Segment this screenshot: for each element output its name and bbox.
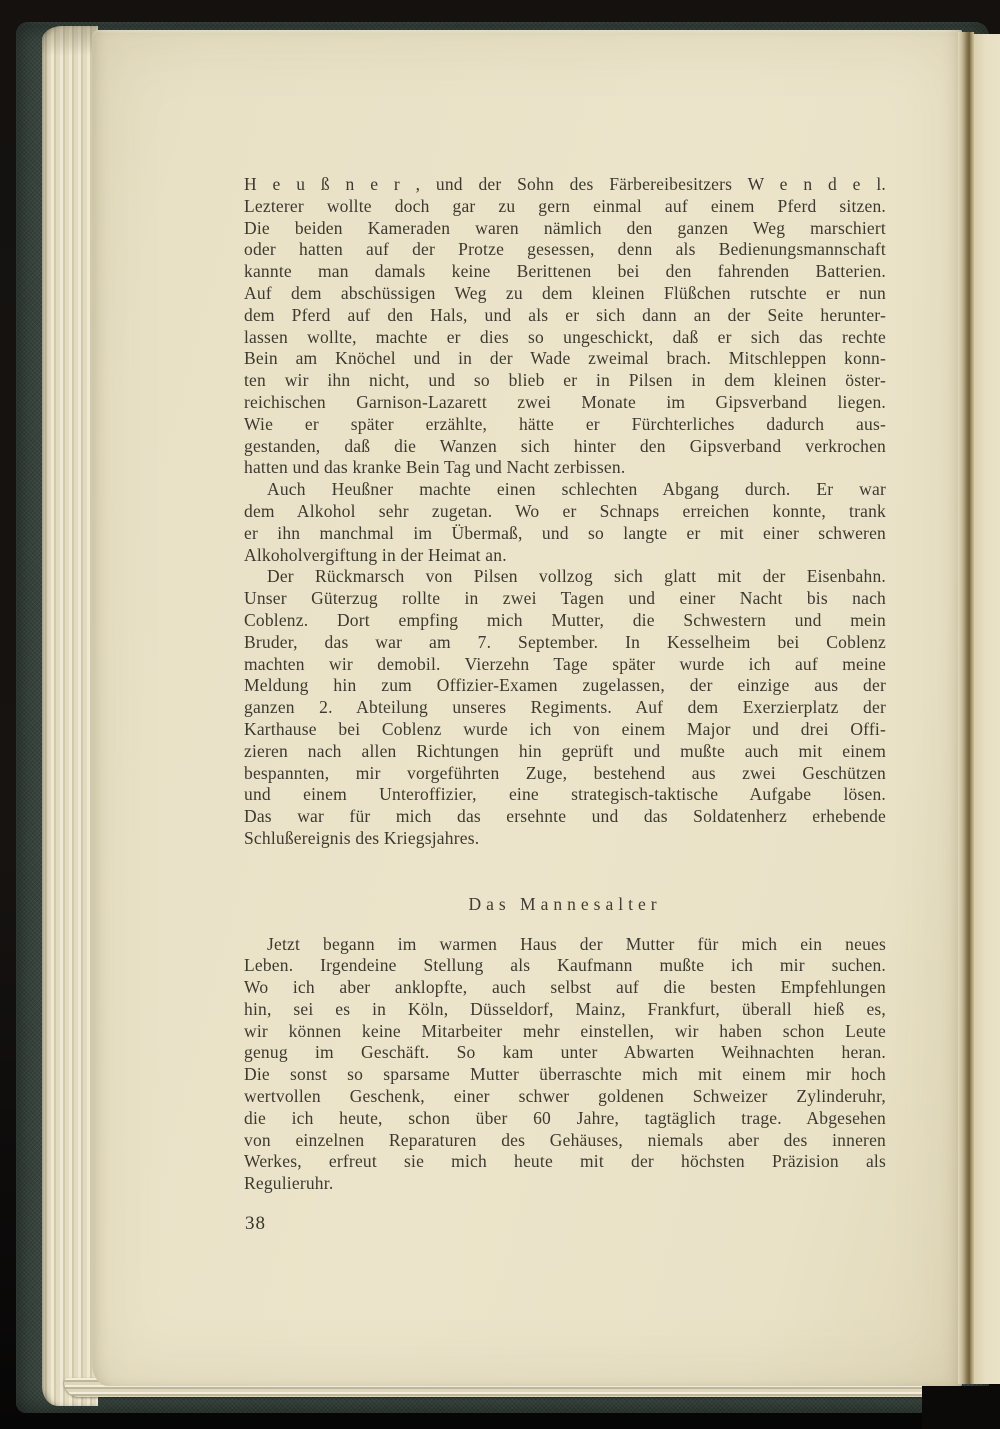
paragraph-continued bbox=[244, 174, 886, 479]
text-line: Werkes, erfreut sie mich heute mit der höchsten Präzision als bbox=[244, 1151, 886, 1172]
paragraph bbox=[244, 934, 886, 1196]
text-line: wertvollen Geschenk, einer schwer goldenen Schweizer Zylinderuhr, bbox=[244, 1086, 886, 1107]
text-line: gestanden, daß die Wanzen sich hinter den Gipsverband verkrochen bbox=[244, 435, 886, 456]
text-line: die ich heute, schon über 60 Jahre, tagtäglich trage. Abgesehen bbox=[244, 1107, 886, 1128]
text-line: ganzen 2. Abteilung unseres Regiments. Auf dem Exerzierplatz der bbox=[244, 697, 886, 718]
text-line: Auf dem abschüssigen Weg zu dem kleinen Flüßchen rutschte er nun bbox=[244, 282, 886, 303]
text-line: er ihn manchmal im Übermaß, und so langte er mit einer schweren bbox=[244, 522, 886, 543]
text-line: ten wir ihn nicht, und so blieb er in Pilsen in dem kleinen öster- bbox=[244, 370, 886, 391]
background-corner bbox=[922, 1386, 1000, 1429]
text-column bbox=[244, 174, 886, 1195]
text-line: dem Pferd auf den Hals, und als er sich dann an der Seite herunter- bbox=[244, 304, 886, 325]
text-line: Meldung hin zum Offizier-Examen zugelassen, der einzige aus der bbox=[244, 675, 886, 696]
text-line: Leben. Irgendeine Stellung als Kaufmann mußte ich mir suchen. bbox=[244, 955, 886, 976]
text-line: Karthause bei Coblenz wurde ich von einem Major und drei Offi- bbox=[244, 718, 886, 739]
text-line: Die beiden Kameraden waren nämlich den ganzen Weg marschiert bbox=[244, 217, 886, 238]
text-line: Wie er später erzählte, hätte er Fürchterliches dadurch aus- bbox=[244, 413, 886, 434]
text-line: bespannten, mir vorgeführten Zuge, bestehend aus zwei Geschützen bbox=[244, 762, 886, 783]
text-line: Wo ich aber anklopfte, auch selbst auf die besten Empfehlungen bbox=[244, 977, 886, 998]
text-line: Lezterer wollte doch gar zu gern einmal auf einem Pferd sitzen. bbox=[244, 195, 886, 216]
book-page bbox=[92, 30, 962, 1386]
text-line: machten wir demobil. Vierzehn Tage später wurde ich auf meine bbox=[244, 653, 886, 674]
text-line: von einzelnen Reparaturen des Gehäuses, niemals aber des inneren bbox=[244, 1129, 886, 1150]
text-line: lassen wollte, machte er dies so ungeschickt, daß er sich das rechte bbox=[244, 326, 886, 347]
text-line: und einem Unteroffizier, eine strategisch-taktische Aufgabe lösen. bbox=[244, 784, 886, 805]
text-line: hatten und das kranke Bein Tag und Nacht zerbissen. bbox=[244, 457, 626, 478]
text-line: dem Alkohol sehr zugetan. Wo er Schnaps erreichen konnte, trank bbox=[244, 500, 886, 521]
text-line: Der Rückmarsch von Pilsen vollzog sich glatt mit der Eisenbahn. bbox=[267, 566, 886, 587]
text-line: Jetzt begann im warmen Haus der Mutter für mich ein neues bbox=[267, 933, 886, 954]
text-line: Auch Heußner machte einen schlechten Abgang durch. Er war bbox=[267, 479, 886, 500]
text-line: Regulieruhr. bbox=[244, 1173, 334, 1194]
text-line: Bruder, das war am 7. September. In Kesselheim bei Coblenz bbox=[244, 631, 886, 652]
paragraph bbox=[244, 479, 886, 566]
text-line: Das war für mich das ersehnte und das Soldatenherz erhebende bbox=[244, 806, 886, 827]
next-page-sliver bbox=[974, 34, 1000, 1384]
page-edges-left bbox=[42, 26, 98, 1406]
text-line: Alkoholvergiftung in der Heimat an. bbox=[244, 544, 507, 565]
text-line: oder hatten auf der Protze gesessen, denn als Bedienungsmannschaft bbox=[244, 239, 886, 260]
text-line: Unser Güterzug rollte in zwei Tagen und einer Nacht bis nach bbox=[244, 588, 886, 609]
text-line: kannte man damals keine Berittenen bei den fahrenden Batterien. bbox=[244, 261, 886, 282]
text-line: Die sonst so sparsame Mutter überraschte mich mit einem mir hoch bbox=[244, 1064, 886, 1085]
text-line: Bein am Knöchel und in der Wade zweimal brach. Mitschleppen konn- bbox=[244, 348, 886, 369]
text-line: zieren nach allen Richtungen hin geprüft und mußte auch mit einem bbox=[244, 740, 886, 761]
text-line: Coblenz. Dort empfing mich Mutter, die Schwestern und mein bbox=[244, 609, 886, 630]
section-heading: Das Mannesalter bbox=[468, 893, 662, 914]
paragraph bbox=[244, 566, 886, 849]
text-line: reichischen Garnison-Lazarett zwei Monate im Gipsverband liegen. bbox=[244, 391, 886, 412]
text-line: hin, sei es in Köln, Düsseldorf, Mainz, Frankfurt, überall hieß es, bbox=[244, 998, 886, 1019]
text-line: Schlußereignis des Kriegsjahres. bbox=[244, 827, 480, 848]
page-number: 38 bbox=[245, 1213, 266, 1234]
text-line: genug im Geschäft. So kam unter Abwarten Weihnachten heran. bbox=[244, 1042, 886, 1063]
text-line: wir können keine Mitarbeiter mehr einstellen, wir haben schon Leute bbox=[244, 1020, 886, 1041]
page-edge-line bbox=[958, 32, 974, 1384]
text-line: H e u ß n e r , und der Sohn des Färbereibesitzers W e n d e l. bbox=[244, 174, 886, 194]
